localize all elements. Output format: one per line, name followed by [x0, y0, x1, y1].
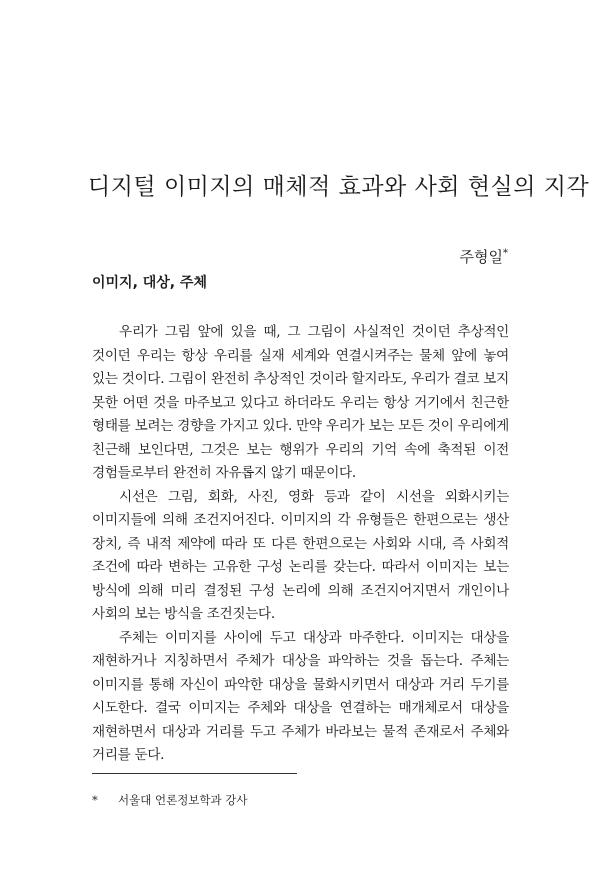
section-heading: 이미지, 대상, 주체: [92, 275, 208, 291]
paragraph-2: 시선은 그림, 회화, 사진, 영화 등과 같이 시선을 외화시키는 이미지들에 의해 조건지어진다. 이미지의 각 유형들은 한편으로는 생산 장치, 즉 내적 제약에 따라 또 다른 한편으로는 사회와 시대, 즉 사회적 조건에 따라 변하는 고유한 구성 논리를 갖는다. 따라서 이미지는 보는 방식에 의해 미리 결정된 구성 논리에 의해 조건지어지면서 개인이나 사회의 보는 방식을 조건짓는다.: [92, 488, 509, 622]
author-byline: [460, 246, 508, 267]
paragraph-3: 주체는 이미지를 사이에 두고 대상과 마주한다. 이미지는 대상을 재현하거나 지칭하면서 주체가 대상을 파악하는 것을 돕는다. 주체는 이미지를 통해 자신이 파악한 대상을 물화시키면서 대상과 거리 두기를 시도한다. 결국 이미지는 주체와 대상을 연결하는 매개체로서 대상을 재현하면서 대상과 거리를 두고 주체가 바라보는 물적 존재로서 주체와 거리를 둔다.: [92, 629, 509, 763]
article-title: 디지털 이미지의 매체적 효과와 사회 현실의 지각: [88, 174, 590, 200]
body-text: [92, 321, 509, 768]
footnote-divider: [92, 773, 297, 774]
author-footnote-mark: *: [503, 248, 508, 259]
paragraph-1: 우리가 그림 앞에 있을 때, 그 그림이 사실적인 것이던 추상적인 것이던 우리는 항상 우리를 실재 세계와 연결시켜주는 물체 앞에 놓여 있는 것이다. 그림이 완전히 추상적인 것이라 할지라도, 우리가 결코 보지 못한 어떤 것을 마주보고 있다고 하더라도 우리는 항상 거기에서 친근한 형태를 보려는 경향을 가지고 있다. 만약 우리가 보는 모든 것이 우리에게 친근해 보인다면, 그것은 보는 행위가 우리의 기억 속에 축적된 이전 경험들로부터 완전히 자유롭지 않기 때문이다.: [92, 324, 509, 481]
author-name: 주형일: [459, 248, 503, 266]
footnote-mark: *: [92, 793, 98, 807]
footnote-text: 서울대 언론정보학과 강사: [118, 793, 248, 807]
footnote: [92, 792, 248, 808]
